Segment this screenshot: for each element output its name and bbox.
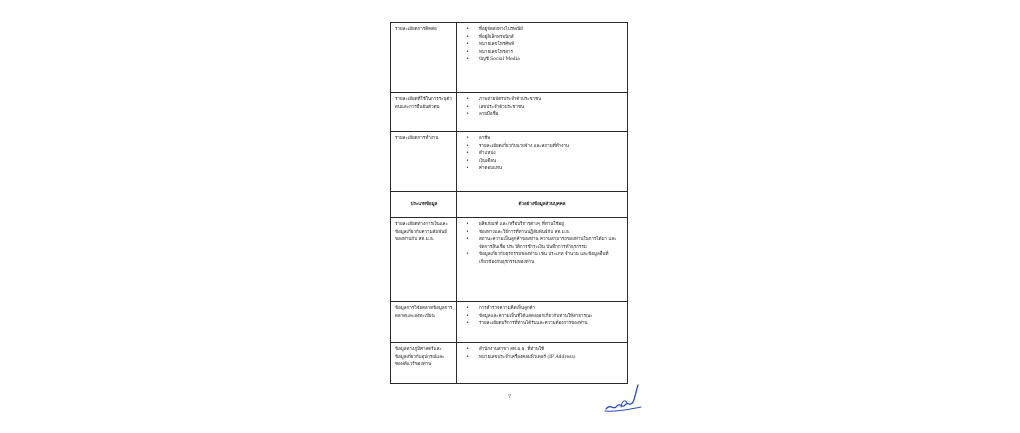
list-item: • ค่าตอบแทน [479, 165, 624, 173]
table-header-row [391, 192, 628, 218]
examples-cell [457, 132, 628, 192]
list-item: • หมายเลขประจำเครื่องคอมพิวเตอร์ (IP Address) [479, 354, 624, 362]
list-item: • ผลิตภัณฑ์ และ/หรือบริการต่างๆ ที่ท่านใช้อยู่ [479, 221, 624, 229]
table-row [391, 302, 628, 343]
list-item: • หมายเลขโทรสาร [479, 49, 624, 57]
data-type-cell: ข้อมูลทางภูมิศาสตร์และข้อมูลเกี่ยวกับอุปกรณ์และซอฟต์แวร์ของท่าน [391, 343, 457, 384]
list-item: • บัญชี Social Media [479, 56, 624, 64]
examples-cell [457, 343, 628, 384]
data-type-cell: รายละเอียดการทำงาน [391, 132, 457, 192]
list-item: • สถานะความเป็นลูกค้าของท่าน ความสามารถของท่านในการได้มา และจัดการสินเชื่อ ประวัติการชำระเงิน บันทึกการทำธุรกรรม [479, 236, 624, 251]
examples-cell [457, 302, 628, 343]
page-number: 7 [508, 394, 512, 400]
list-item: • ที่อยู่จัดส่งทางไปรษณีย์ [479, 26, 624, 34]
table-row [391, 93, 628, 132]
list-item: • สำนักงานสาขา สท.ม.ธ. ที่ท่านใช้ [479, 346, 624, 354]
personal-data-table [390, 22, 628, 384]
list-item: • ช่องทางและวิธีการที่ท่านปฏิสัมพันธ์กับ สท.ม.ธ. [479, 229, 624, 237]
list-item: • ลายมือชื่อ [479, 111, 624, 119]
list-item: • การสำรวจความคิดเห็นลูกค้า [479, 305, 624, 313]
list-item: • ที่อยู่อิเล็กทรอนิกส์ [479, 34, 624, 42]
examples-cell [457, 93, 628, 132]
table-row [391, 343, 628, 384]
list-item: • ตำแหน่ง [479, 150, 624, 158]
data-type-cell: ข้อมูลการวิจัยตลาดข้อมูลการตลาดและลงทะเบียน [391, 302, 457, 343]
examples-cell [457, 218, 628, 302]
signature-icon [603, 381, 645, 415]
column-header-examples: ตัวอย่างข้อมูลส่วนบุคคล [457, 192, 628, 218]
column-header-data-type: ประเภทข้อมูล [391, 192, 457, 218]
list-item: • เลขประจำตัวประชาชน [479, 104, 624, 112]
list-item: • รายละเอียดบริการที่ท่านได้รับและความต้องการของท่าน [479, 320, 624, 328]
table-row [391, 23, 628, 93]
list-item: • เงินเดือน [479, 158, 624, 166]
table-row [391, 218, 628, 302]
data-type-cell: รายละเอียดการติดต่อ [391, 23, 457, 93]
data-type-cell: รายละเอียดทางการเงินและข้อมูลเกี่ยวกับความสัมพันธ์ของท่านกับ สท.ม.ธ. [391, 218, 457, 302]
data-type-cell: รายละเอียดที่ใช้ในการระบุตัวตนและการยืนยันตัวตน [391, 93, 457, 132]
list-item: • ข้อมูลเกี่ยวกับธุรกรรมของท่าน เช่น ประเภท จำนวน และข้อมูลอื่นที่เกี่ยวข้องกับธุรกรรมของท่าน [479, 251, 624, 266]
list-item: • หมายเลขโทรศัพท์ [479, 41, 624, 49]
list-item: • อาชีพ [479, 135, 624, 143]
list-item: • ข้อมูลและความเห็นที่ได้แสดงออกเกี่ยวกับท่านให้สาธารณะ [479, 313, 624, 321]
table-row [391, 132, 628, 192]
list-item: • รายละเอียดเกี่ยวกับนายจ้าง และสถานที่ทำงาน [479, 143, 624, 151]
examples-cell [457, 23, 628, 93]
document-page [390, 22, 630, 426]
list-item: • ภาพถ่ายบัตรประจำตัวประชาชน [479, 96, 624, 104]
